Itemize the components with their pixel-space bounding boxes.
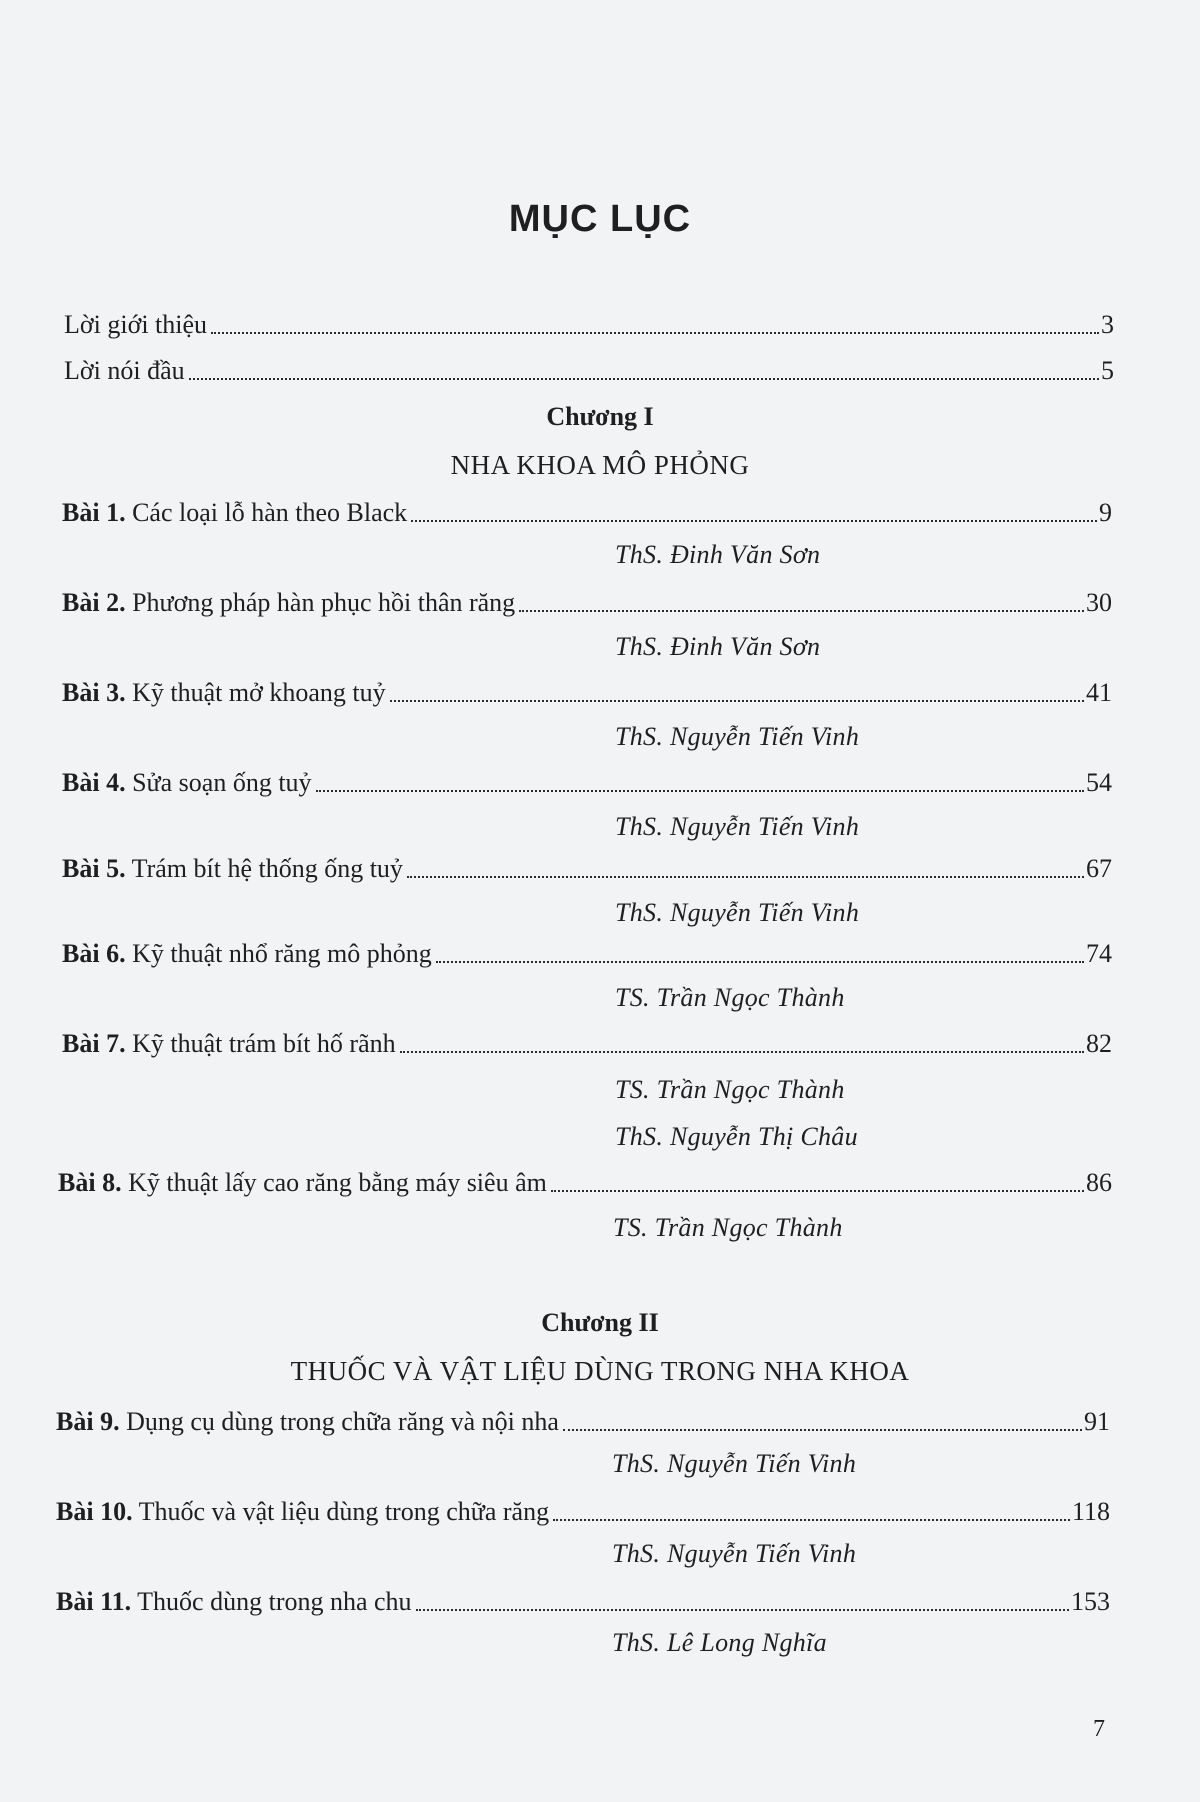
lesson-title: Kỹ thuật mở khoang tuỷ <box>132 678 386 707</box>
lesson-title: Các loại lỗ hàn theo Black <box>132 498 408 527</box>
lesson-number: Bài 6. <box>62 939 126 968</box>
toc-entry-lesson-2 <box>62 584 1112 618</box>
lesson-number: Bài 8. <box>58 1168 122 1197</box>
lesson-author: ThS. Nguyễn Tiến Vinh <box>615 722 860 751</box>
lesson-title: Kỹ thuật lấy cao răng bằng máy siêu âm <box>128 1168 547 1197</box>
lesson-number: Bài 1. <box>62 498 126 527</box>
page-title: MỤC LỤC <box>508 198 692 240</box>
toc-entry-label: Lời giới thiệu <box>64 310 208 339</box>
page-number: 7 <box>1093 1716 1105 1742</box>
lesson-author: ThS. Nguyễn Tiến Vinh <box>615 898 860 927</box>
toc-entry-page: 3 <box>1101 310 1114 339</box>
toc-entry-lesson-3 <box>62 674 1112 708</box>
toc-entry-label: Lời nói đầu <box>64 356 185 385</box>
toc-entry-page: 67 <box>1086 854 1112 883</box>
toc-entry-lesson-10 <box>56 1493 1110 1527</box>
toc-entry-page: 30 <box>1086 588 1112 617</box>
dot-leader <box>316 790 1084 792</box>
lesson-title: Dụng cụ dùng trong chữa răng và nội nha <box>126 1407 559 1436</box>
dot-leader <box>411 520 1097 522</box>
toc-entry-lesson-1 <box>62 494 1112 528</box>
toc-entry-page: 9 <box>1099 498 1112 527</box>
toc-entry-page: 118 <box>1071 1497 1110 1526</box>
lesson-author: ThS. Lê Long Nghĩa <box>612 1628 827 1657</box>
dot-leader <box>400 1051 1084 1053</box>
lesson-number: Bài 4. <box>62 768 126 797</box>
lesson-title: Thuốc dùng trong nha chu <box>137 1587 412 1616</box>
dot-leader <box>563 1429 1082 1431</box>
lesson-title: Trám bít hệ thống ống tuỷ <box>131 854 403 883</box>
dot-leader <box>407 876 1084 878</box>
lesson-author: TS. Trần Ngọc Thành <box>613 1213 843 1242</box>
toc-entry-intro <box>64 306 1114 340</box>
toc-entry-page: 74 <box>1086 939 1112 968</box>
chapter-heading: Chương I <box>546 402 654 431</box>
toc-entry-page: 153 <box>1071 1587 1110 1616</box>
dot-leader <box>551 1190 1084 1192</box>
lesson-number: Bài 2. <box>62 588 126 617</box>
toc-entry-lesson-11 <box>56 1583 1110 1617</box>
lesson-title: Thuốc và vật liệu dùng trong chữa răng <box>138 1497 550 1526</box>
lesson-title: Kỹ thuật trám bít hố rãnh <box>132 1029 396 1058</box>
lesson-author: ThS. Nguyễn Tiến Vinh <box>612 1449 857 1478</box>
toc-entry-lesson-8 <box>58 1164 1112 1198</box>
chapter-heading: Chương II <box>541 1308 659 1337</box>
lesson-number: Bài 10. <box>56 1497 133 1526</box>
toc-entry-page: 5 <box>1101 356 1114 385</box>
dot-leader <box>211 332 1099 334</box>
toc-entry-lesson-7 <box>62 1025 1112 1059</box>
dot-leader <box>416 1609 1069 1611</box>
toc-entry-preface <box>64 352 1114 386</box>
toc-entry-lesson-5 <box>62 850 1112 884</box>
lesson-number: Bài 7. <box>62 1029 126 1058</box>
lesson-author: ThS. Nguyễn Thị Châu <box>615 1122 858 1151</box>
dot-leader <box>436 961 1084 963</box>
toc-entry-page: 41 <box>1086 678 1112 707</box>
lesson-title: Kỹ thuật nhổ răng mô phỏng <box>132 939 432 968</box>
toc-entry-lesson-6 <box>62 935 1112 969</box>
lesson-number: Bài 9. <box>56 1407 120 1436</box>
lesson-author: TS. Trần Ngọc Thành <box>615 983 845 1012</box>
lesson-number: Bài 5. <box>62 854 126 883</box>
dot-leader <box>189 378 1099 380</box>
lesson-author: ThS. Nguyễn Tiến Vinh <box>615 812 860 841</box>
lesson-author: ThS. Nguyễn Tiến Vinh <box>612 1539 857 1568</box>
lesson-title: Phương pháp hàn phục hồi thân răng <box>132 588 516 617</box>
toc-entry-lesson-9 <box>56 1403 1110 1437</box>
dot-leader <box>390 700 1084 702</box>
lesson-author: ThS. Đinh Văn Sơn <box>615 540 821 569</box>
toc-entry-label <box>62 498 407 528</box>
toc-entry-page: 86 <box>1086 1168 1112 1197</box>
lesson-author: ThS. Đinh Văn Sơn <box>615 632 821 661</box>
chapter-name: THUỐC VÀ VẬT LIỆU DÙNG TRONG NHA KHOA <box>290 1356 910 1386</box>
dot-leader <box>553 1519 1070 1521</box>
toc-entry-lesson-4 <box>62 764 1112 798</box>
toc-entry-page: 82 <box>1086 1029 1112 1058</box>
dot-leader <box>519 610 1084 612</box>
toc-entry-page: 91 <box>1084 1407 1110 1436</box>
lesson-title: Sửa soạn ống tuỷ <box>132 768 312 797</box>
lesson-author: TS. Trần Ngọc Thành <box>615 1075 845 1104</box>
toc-entry-page: 54 <box>1086 768 1112 797</box>
lesson-number: Bài 3. <box>62 678 126 707</box>
lesson-number: Bài 11. <box>56 1587 132 1616</box>
chapter-name: NHA KHOA MÔ PHỎNG <box>450 450 750 480</box>
